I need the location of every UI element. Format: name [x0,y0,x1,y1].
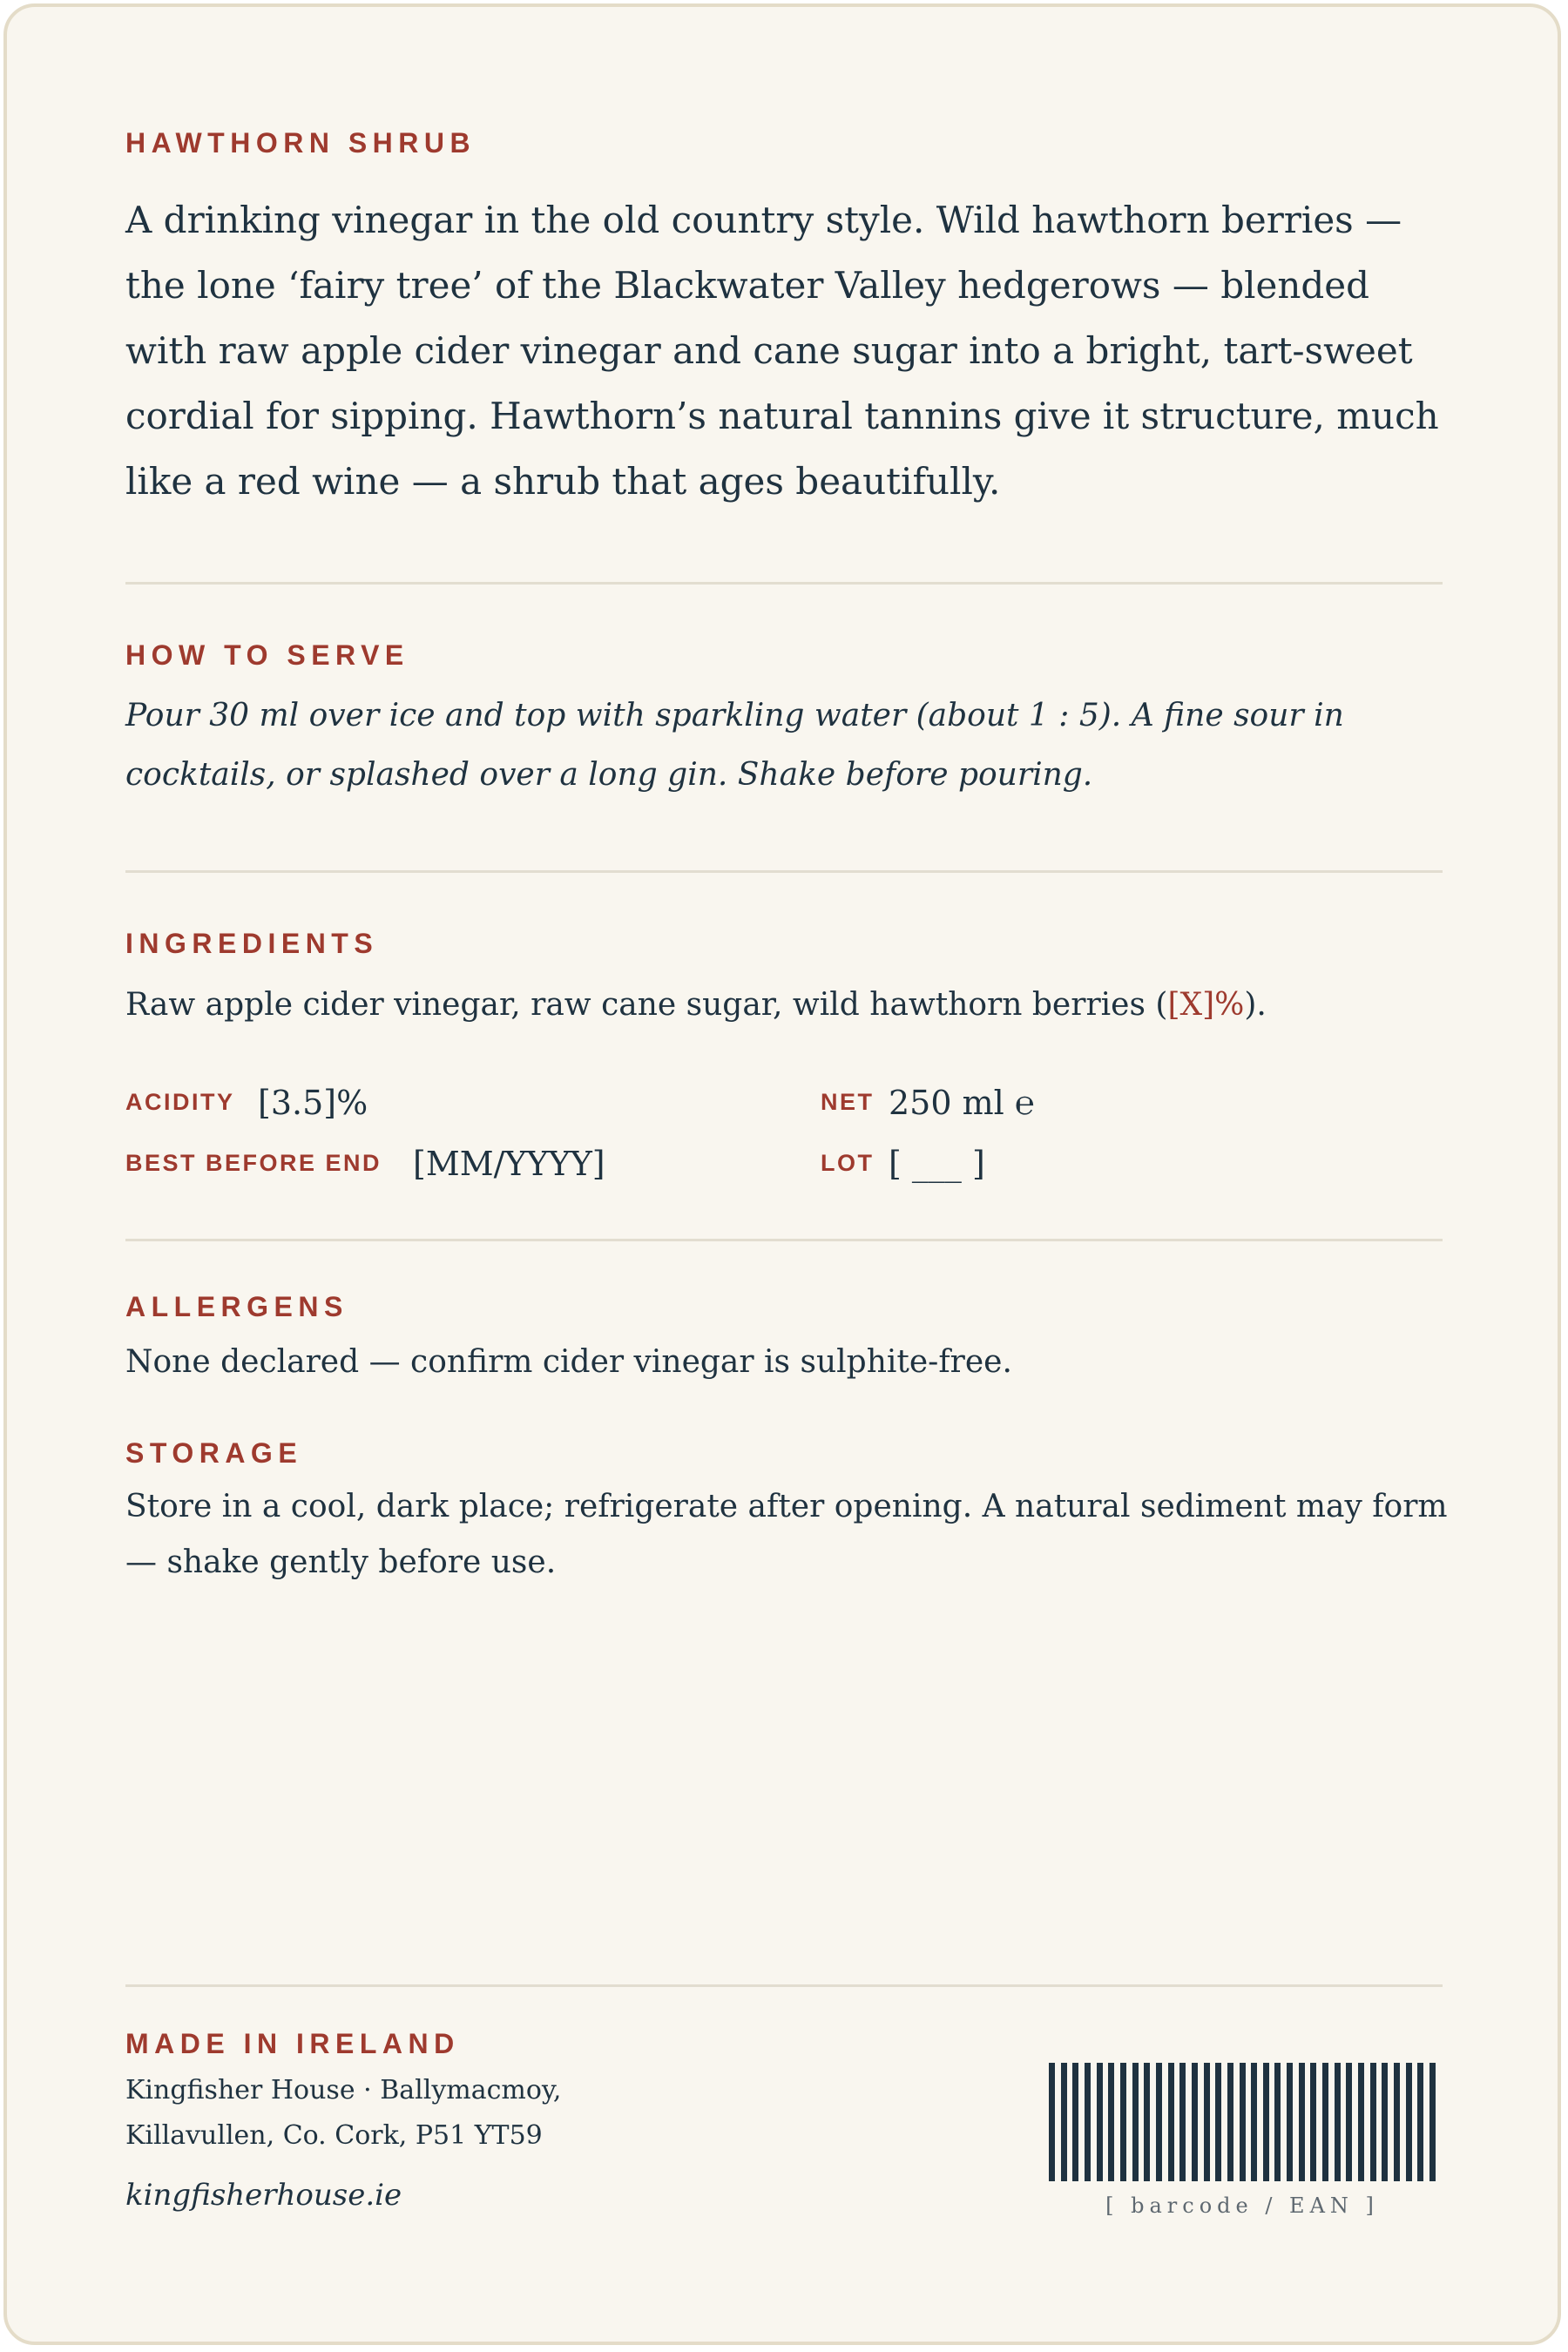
best-before-value: [MM/YYYY] [413,1145,605,1183]
ingredients-heading: INGREDIENTS [125,928,379,959]
serve-heading: HOW TO SERVE [125,639,409,671]
barcode-bar [1240,2063,1246,2181]
origin-heading: MADE IN IRELAND [125,2028,460,2059]
barcode-bar [1085,2063,1091,2181]
barcode-bar [1168,2063,1174,2181]
barcode-bar [1156,2063,1162,2181]
barcode-bar [1287,2063,1293,2181]
best-before-label: BEST BEFORE END [125,1150,382,1176]
address-line-2: Killavullen, Co. Cork, P51 YT59 [125,2120,543,2151]
barcode-bar [1382,2063,1388,2181]
product-description: A drinking vinegar in the old country style. Wild hawthorn berries — the lone ‘fairy tree’ of the Blackwater Valley hedgerows — blended with raw apple cider vinegar and cane sugar into a bright, tart-sweet cordial for sipping. Hawthorn’s natural tannins give it structure, much like a red wine — a shrub that ages beautifully. [125,199,1439,503]
barcode-placeholder [1049,2063,1436,2181]
barcode-bar [1274,2063,1281,2181]
acidity-label: ACIDITY [125,1089,235,1115]
barcode-bar [1215,2063,1221,2181]
barcode-bar [1097,2063,1103,2181]
divider [125,582,1443,585]
barcode-bar [1072,2063,1078,2181]
ingredients-text [125,977,1458,1033]
barcode-bar [1061,2063,1067,2181]
barcode-bar [1310,2063,1316,2181]
barcode-bar [1120,2063,1126,2181]
barcode-bar [1299,2063,1305,2181]
barcode-bar [1370,2063,1376,2181]
barcode-caption: [ barcode / EAN ] [1105,2193,1379,2218]
barcode-bar [1049,2063,1055,2181]
lot-value: [ ___ ] [889,1145,985,1183]
allergens-text: None declared — confirm cider vinegar is sulphite-free. [125,1344,1012,1380]
barcode-bar [1179,2063,1186,2181]
divider [125,870,1443,873]
barcode-bar [1322,2063,1328,2181]
serve-text: Pour 30 ml over ice and top with sparkling water (about 1 : 5). A fine sour in cocktails, or splashed over a long gin. Shake before pouring. [125,698,1344,793]
barcode-bar [1144,2063,1150,2181]
divider [125,1984,1443,1987]
storage-heading: STORAGE [125,1437,303,1469]
barcode-bar [1204,2063,1210,2181]
net-volume-value: 250 ml ℮ [889,1084,1035,1122]
lot-label: LOT [821,1150,875,1176]
divider [125,1239,1443,1241]
net-label: NET [821,1089,875,1115]
website-link[interactable]: kingfisherhouse.ie [125,2178,402,2213]
barcode-bar [1251,2063,1257,2181]
address-line-1: Kingfisher House · Ballymacmoy, [125,2075,562,2105]
barcode-bar [1263,2063,1269,2181]
barcode-bar [1394,2063,1400,2181]
barcode-bar [1192,2063,1198,2181]
allergens-heading: ALLERGENS [125,1291,348,1322]
ingredients-close: ). [1244,987,1267,1023]
acidity-value: [3.5]% [258,1084,368,1122]
barcode-bar [1429,2063,1436,2181]
producer-address [125,2068,909,2159]
barcode-bar [1108,2063,1114,2181]
barcode-bar [1227,2063,1233,2181]
barcode-bar [1132,2063,1139,2181]
barcode-bar [1346,2063,1352,2181]
storage-text: Store in a cool, dark place; refrigerate after opening. A natural sediment may form — shake gently before use. [125,1489,1448,1580]
barcode-bar [1358,2063,1364,2181]
barcode-bar [1417,2063,1423,2181]
hawthorn-percentage-placeholder: [X]% [1167,987,1245,1023]
ingredients-list: Raw apple cider vinegar, raw cane sugar, wild hawthorn berries ( [125,987,1168,1023]
product-title: HAWTHORN SHRUB [125,127,476,159]
barcode-bar [1406,2063,1412,2181]
barcode-bar [1335,2063,1341,2181]
